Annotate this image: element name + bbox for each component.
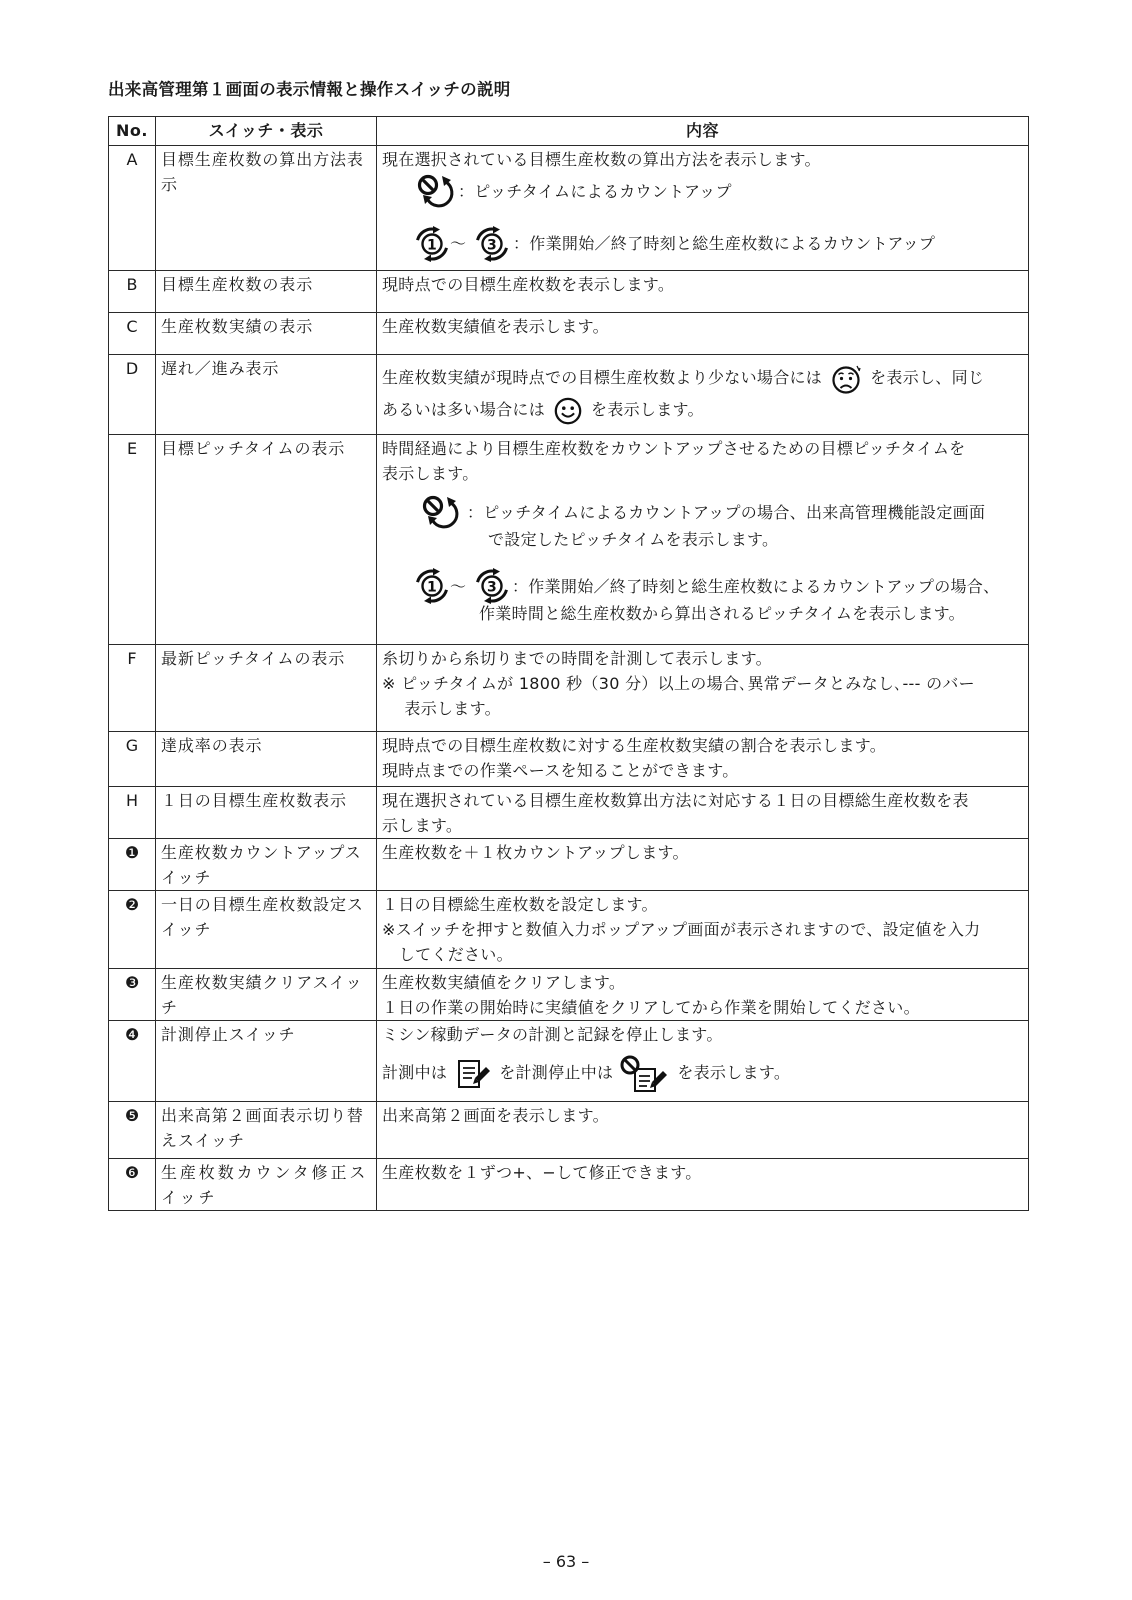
- row-content: [377, 146, 1029, 271]
- row-text: 現在選択されている目標生産枚数算出方法に対応する１日の目標総生産枚数を表 示します。: [382, 791, 969, 835]
- icon-legend-line: [382, 224, 1024, 264]
- row-text: 出来高第２画面を表示します。: [382, 1106, 609, 1125]
- row-switch: 生産枚数実績の表示: [156, 313, 377, 355]
- row-text: 現時点での目標生産枚数に対する生産枚数実績の割合を表示します。 現時点までの作業ペースを知ることができます。: [382, 736, 887, 780]
- table-row-a: [109, 146, 1029, 271]
- row-switch: 目標生産枚数の表示: [156, 271, 377, 313]
- row-text: 現時点での目標生産枚数を表示します。: [382, 275, 675, 294]
- measuring-stopped-icon: [619, 1055, 671, 1093]
- row-switch: 目標生産枚数の算出方法表 示: [156, 146, 377, 271]
- table-row-2: [109, 891, 1029, 969]
- row-content: [377, 271, 1029, 313]
- row-switch: 計測停止スイッチ: [156, 1021, 377, 1102]
- icon-legend-text: ：ピッチタイムによるカウントアップ: [458, 182, 732, 201]
- spec-table: [108, 116, 1029, 1211]
- icon-legend-text: ：ピッチタイムによるカウントアップの場合、出来高管理機能設定画面: [467, 503, 986, 522]
- row-content: [377, 355, 1029, 435]
- row-switch: 出来高第２画面表示切り替 えスイッチ: [156, 1102, 377, 1159]
- row-no: F: [109, 645, 156, 732]
- row-no: A: [109, 146, 156, 271]
- row-content: [377, 645, 1029, 732]
- row-switch: 生産枚数カウンタ修正ス イッチ: [156, 1159, 377, 1211]
- table-row-3: [109, 969, 1029, 1021]
- row-switch: 最新ピッチタイムの表示: [156, 645, 377, 732]
- row-switch: 一日の目標生産枚数設定ス イッチ: [156, 891, 377, 969]
- icon-legend-block: [382, 573, 1024, 627]
- table-row-c: [109, 313, 1029, 355]
- table-row-e: [109, 435, 1029, 645]
- row-no: ❺: [109, 1102, 156, 1159]
- row-content: [377, 969, 1029, 1021]
- pitch-time-icon: [421, 495, 463, 531]
- row-text: 生産枚数実績値を表示します。: [382, 317, 609, 336]
- table-row-h: [109, 787, 1029, 839]
- range-separator: ～: [450, 577, 467, 596]
- row-switch: 生産枚数カウントアップス イッチ: [156, 839, 377, 891]
- row-switch: 遅れ／進み表示: [156, 355, 377, 435]
- row-content: [377, 1021, 1029, 1102]
- row-content: [377, 313, 1029, 355]
- row-content: [377, 891, 1029, 969]
- icon-number: 3: [486, 579, 498, 596]
- header-no: No.: [109, 117, 156, 146]
- sad-face-icon: [830, 363, 862, 395]
- row-no: B: [109, 271, 156, 313]
- count-1-icon: [414, 226, 450, 262]
- row-switch: 達成率の表示: [156, 732, 377, 787]
- row-text-line: [382, 1054, 1024, 1092]
- table-row-1: [109, 839, 1029, 891]
- row-switch: 目標ピッチタイムの表示: [156, 435, 377, 645]
- icon-legend-text: で設定したピッチタイムを表示します。: [488, 530, 779, 549]
- row-no: ❸: [109, 969, 156, 1021]
- table-header-row: [109, 117, 1029, 146]
- icon-number: 1: [426, 237, 438, 254]
- row-text: 生産枚数実績値をクリアします。 １日の作業の開始時に実績値をクリアしてから作業を開始してください。: [382, 973, 920, 1017]
- row-content: [377, 1159, 1029, 1211]
- row-text: 生産枚数を＋１枚カウントアップします。: [382, 843, 689, 862]
- row-content: [377, 435, 1029, 645]
- row-no: H: [109, 787, 156, 839]
- text-segment: あるいは多い場合には: [382, 400, 546, 419]
- row-no: D: [109, 355, 156, 435]
- row-text: 生産枚数を１ずつ+、−して修正できます。: [382, 1163, 702, 1182]
- page-number: – 63 –: [542, 1552, 590, 1571]
- smile-face-icon: [553, 396, 583, 426]
- table-row-g: [109, 732, 1029, 787]
- text-segment: を表示します。: [591, 400, 704, 419]
- row-no: G: [109, 732, 156, 787]
- row-text-line: [382, 394, 1024, 426]
- row-content: [377, 787, 1029, 839]
- icon-legend-text: 作業時間と総生産枚数から算出されるピッチタイムを表示します。: [479, 604, 965, 623]
- table-row-4: [109, 1021, 1029, 1102]
- header-switch: スイッチ・表示: [156, 117, 377, 146]
- row-text: 現在選択されている目標生産枚数の算出方法を表示します。: [382, 150, 821, 169]
- row-no: ❻: [109, 1159, 156, 1211]
- icon-legend-text: ：作業開始／終了時刻と総生産枚数によるカウントアップの場合、: [512, 577, 1000, 596]
- range-separator: ～: [450, 234, 467, 253]
- text-segment: 計測中は: [382, 1063, 448, 1082]
- header-content: 内容: [377, 117, 1029, 146]
- row-text: １日の目標総生産枚数を設定します。: [382, 895, 658, 914]
- row-no: ❶: [109, 839, 156, 891]
- row-text: ミシン稼動データの計測と記録を停止します。: [382, 1025, 723, 1044]
- table-row-5: [109, 1102, 1029, 1159]
- row-switch: １日の目標生産枚数表示: [156, 787, 377, 839]
- icon-legend-block: [382, 499, 1024, 553]
- icon-number: 1: [426, 579, 438, 596]
- row-no: ❷: [109, 891, 156, 969]
- row-no: E: [109, 435, 156, 645]
- row-note: ※ ピッチタイムが 1800 秒（30 分）以上の場合､異常データとみなし､--- のバー 表示します。: [382, 674, 975, 718]
- icon-legend-line: [382, 172, 1024, 212]
- measuring-icon: [455, 1058, 493, 1090]
- row-switch: 生産枚数実績クリアスイッ チ: [156, 969, 377, 1021]
- text-segment: を表示します。: [677, 1063, 791, 1082]
- table-row-6: [109, 1159, 1029, 1211]
- pitch-time-icon: [416, 174, 458, 210]
- row-text-line: [382, 362, 1024, 394]
- row-text: 時間経過により目標生産枚数をカウントアップさせるための目標ピッチタイムを 表示します。: [382, 439, 966, 483]
- page-title: 出来高管理第１画面の表示情報と操作スイッチの説明: [108, 80, 511, 99]
- row-no: C: [109, 313, 156, 355]
- count-3-icon: [474, 226, 510, 262]
- row-content: [377, 1102, 1029, 1159]
- table-row-d: [109, 355, 1029, 435]
- table-row-f: [109, 645, 1029, 732]
- icon-number: 3: [486, 237, 498, 254]
- row-note: ※スイッチを押すと数値入力ポップアップ画面が表示されますので、設定値を入力 してください。: [382, 920, 981, 964]
- row-content: [377, 839, 1029, 891]
- row-content: [377, 732, 1029, 787]
- count-1-icon: [414, 568, 450, 604]
- text-segment: を計測停止中は: [499, 1063, 614, 1082]
- row-no: ❹: [109, 1021, 156, 1102]
- text-segment: 生産枚数実績が現時点での目標生産枚数より少ない場合には: [382, 368, 823, 387]
- icon-legend-text: ：作業開始／終了時刻と総生産枚数によるカウントアップ: [513, 234, 936, 253]
- row-text: 糸切りから糸切りまでの時間を計測して表示します。: [382, 649, 772, 668]
- table-row-b: [109, 271, 1029, 313]
- text-segment: を表示し、同じ: [870, 368, 985, 387]
- count-3-icon: [474, 568, 510, 604]
